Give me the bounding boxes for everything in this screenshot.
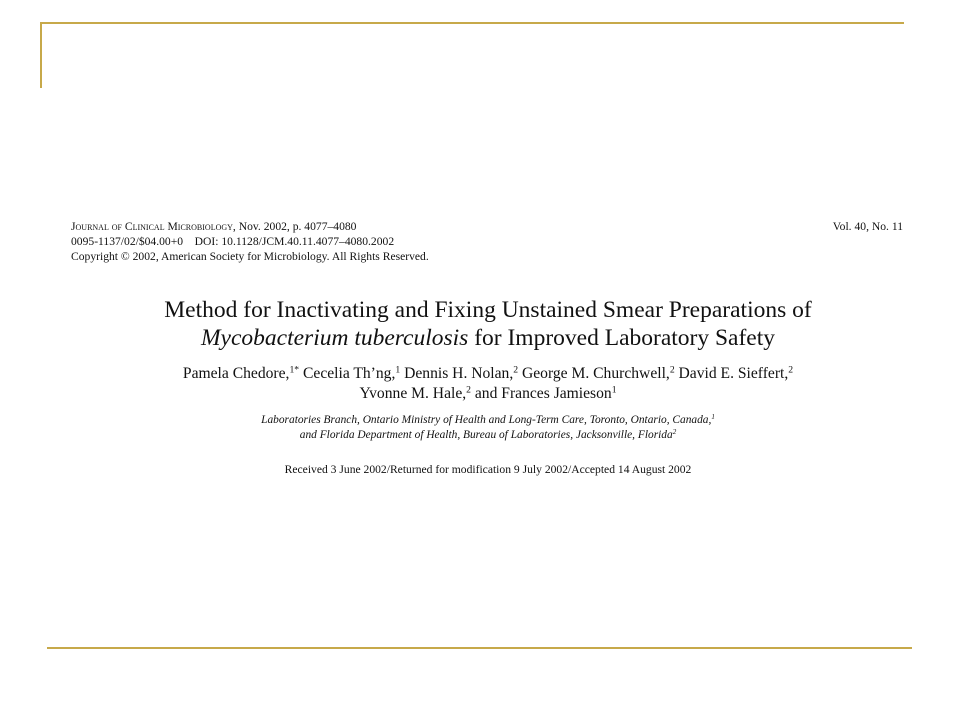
author-affil-mark: 1 xyxy=(611,384,617,396)
author-affil-mark: 2 xyxy=(466,384,471,396)
title-organism: Mycobacterium tuberculosis xyxy=(200,325,469,351)
affiliation-text: Laboratories Branch, Ontario Ministry of Health and Long-Term Care, Toronto, Ontario, Canada, xyxy=(261,414,712,426)
author: Yvonne M. Hale, xyxy=(359,384,467,402)
author-affil-mark: 2 xyxy=(513,364,519,376)
author-affil-mark: 2 xyxy=(669,364,675,376)
bottom-rule xyxy=(47,647,912,649)
affiliations xyxy=(60,413,916,443)
received-dates: Received 3 June 2002/Returned for modification 9 July 2002/Accepted 14 August 2002 xyxy=(284,463,692,476)
affiliation-line-2 xyxy=(60,428,916,443)
copyright-line: Copyright © 2002, American Society for Microbiology. All Rights Reserved. xyxy=(71,250,429,263)
author: David E. Sieffert, xyxy=(674,365,789,382)
author: Dennis H. Nolan, xyxy=(400,365,514,382)
author: Pamela Chedore, xyxy=(182,365,290,382)
author-affil-mark: 1 xyxy=(395,364,401,376)
title-line-2-rest: for Improved Laboratory Safety xyxy=(468,325,776,351)
left-rule xyxy=(40,22,42,88)
journal-citation xyxy=(71,219,356,234)
journal-header xyxy=(71,219,903,264)
author-line-1 xyxy=(60,364,916,384)
affiliation-text: and Florida Department of Health, Bureau of Laboratories, Jacksonville, Florida xyxy=(299,429,673,441)
author-affil-mark: 1* xyxy=(289,364,300,376)
doi-line: 0095-1137/02/$04.00+0 DOI: 10.1128/JCM.40.11.4077–4080.2002 xyxy=(71,235,395,248)
author: Cecelia Th’ng, xyxy=(299,365,396,382)
author-affil-mark: 2 xyxy=(788,364,794,376)
affiliation-mark: 1 xyxy=(711,413,715,422)
journal-volume: Vol. 40, No. 11 xyxy=(832,220,903,233)
paper-title xyxy=(60,296,916,352)
author: George M. Churchwell, xyxy=(518,365,670,382)
author-line-2 xyxy=(60,384,916,404)
title-line-1: Method for Inactivating and Fixing Unstained Smear Preparations of xyxy=(164,297,812,323)
affiliation-mark: 2 xyxy=(672,428,677,437)
journal-meta: , Nov. 2002, p. 4077–4080 xyxy=(232,220,357,233)
author: and Frances Jamieson xyxy=(470,384,612,402)
affiliation-line-1 xyxy=(60,413,916,428)
author-list xyxy=(60,364,916,403)
top-rule xyxy=(40,22,904,24)
journal-header-row xyxy=(71,219,903,234)
title-line-2 xyxy=(60,324,916,352)
journal-name: Journal of Clinical Microbiology xyxy=(71,220,233,233)
